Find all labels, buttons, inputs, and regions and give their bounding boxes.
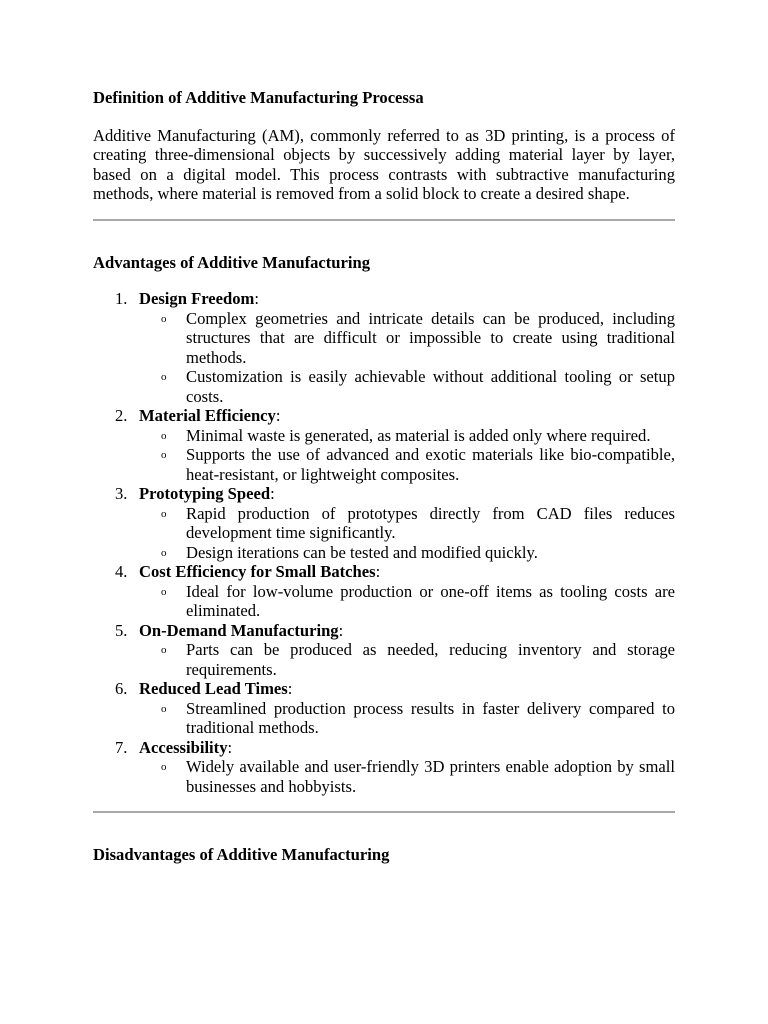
list-number: 4. (115, 562, 128, 581)
disadvantages-section (93, 845, 675, 865)
advantage-points (139, 757, 675, 796)
bullet-icon: o (161, 644, 167, 656)
definition-section (93, 88, 675, 204)
document-page (93, 88, 675, 865)
advantages-section (93, 253, 675, 797)
advantage-point (139, 367, 675, 406)
definition-heading: Definition of Additive Manufacturing Processa (93, 88, 424, 107)
advantage-points (139, 582, 675, 621)
advantage-title: Design Freedom (139, 289, 255, 308)
list-number: 3. (115, 484, 128, 503)
list-number: 5. (115, 620, 128, 640)
bullet-icon: o (161, 429, 167, 442)
advantage-item (93, 621, 675, 680)
advantage-point (139, 757, 675, 796)
advantage-title: Material Efficiency (139, 406, 276, 425)
title-colon: : (338, 620, 344, 640)
advantage-point (139, 309, 675, 368)
title-colon: : (287, 679, 293, 698)
title-colon: : (227, 737, 233, 757)
title-colon: : (270, 484, 275, 503)
advantage-title: Prototyping Speed (139, 484, 271, 503)
title-colon: : (275, 406, 281, 425)
advantage-title: Accessibility (139, 737, 228, 757)
bullet-icon: o (161, 585, 167, 598)
definition-paragraph: Additive Manufacturing (AM), commonly referred to as 3D printing, is a process of creating three-dimensional objects by successively adding material layer by layer, based on a digital model. This process contrasts with subtractive manufacturing methods, where material is removed from a solid block to create a desired shape. (93, 125, 675, 203)
list-number: 1. (115, 289, 128, 308)
point-text: Complex geometries and intricate details can be produced, including structures that are difficult or impossible to create using traditional methods. (186, 308, 675, 367)
advantage-item (93, 679, 675, 738)
list-number: 2. (115, 406, 128, 425)
title-colon: : (254, 289, 259, 308)
advantage-point (139, 504, 675, 543)
advantage-point (139, 426, 675, 446)
bullet-icon: o (161, 371, 167, 383)
disadvantages-heading: Disadvantages of Additive Manufacturing (93, 845, 390, 864)
point-text: Design iterations can be tested and modified quickly. (186, 542, 538, 562)
advantage-title: On-Demand Manufacturing (139, 620, 339, 640)
point-text: Ideal for low-volume production or one-off items as tooling costs are eliminated. (186, 581, 675, 620)
bullet-icon: o (161, 449, 167, 461)
point-text: Widely available and user-friendly 3D printers enable adoption by small businesses and hobbyists. (186, 757, 675, 796)
advantage-points (139, 309, 675, 407)
point-text: Minimal waste is generated, as material is added only where required. (186, 425, 651, 445)
list-number: 7. (115, 737, 128, 757)
advantage-points (139, 504, 675, 563)
advantages-heading: Advantages of Additive Manufacturing (93, 252, 371, 272)
advantage-title: Reduced Lead Times (139, 679, 288, 698)
point-text: Parts can be produced as needed, reducing inventory and storage requirements. (186, 640, 675, 679)
advantage-points (139, 640, 675, 679)
advantage-item (93, 406, 675, 484)
advantage-item (93, 562, 675, 621)
bullet-icon: o (161, 507, 167, 520)
advantage-item (93, 289, 675, 406)
advantage-item (93, 484, 675, 562)
point-text: Supports the use of advanced and exotic materials like bio-compatible, heat-resistant, or lightweight composites. (186, 445, 675, 484)
advantage-item (93, 738, 675, 797)
title-colon: : (375, 562, 381, 581)
bullet-icon: o (161, 312, 167, 325)
advantages-list (93, 289, 675, 796)
list-number: 6. (115, 679, 128, 698)
advantage-title: Cost Efficiency for Small Batches (139, 562, 376, 581)
advantage-points (139, 699, 675, 738)
bullet-icon: o (161, 546, 167, 559)
advantage-point (139, 543, 675, 563)
point-text: Customization is easily achievable without additional tooling or setup costs. (186, 367, 675, 406)
advantage-points (139, 426, 675, 485)
point-text: Rapid production of prototypes directly from CAD files reduces development time significantly. (186, 503, 675, 542)
advantage-point (139, 699, 675, 738)
advantage-point (139, 445, 675, 484)
section-divider (93, 219, 675, 221)
section-divider (93, 811, 675, 813)
advantage-point (139, 582, 675, 621)
bullet-icon: o (161, 761, 167, 773)
bullet-icon: o (161, 702, 167, 715)
advantage-point (139, 640, 675, 679)
point-text: Streamlined production process results in faster delivery compared to traditional methods. (186, 698, 675, 737)
